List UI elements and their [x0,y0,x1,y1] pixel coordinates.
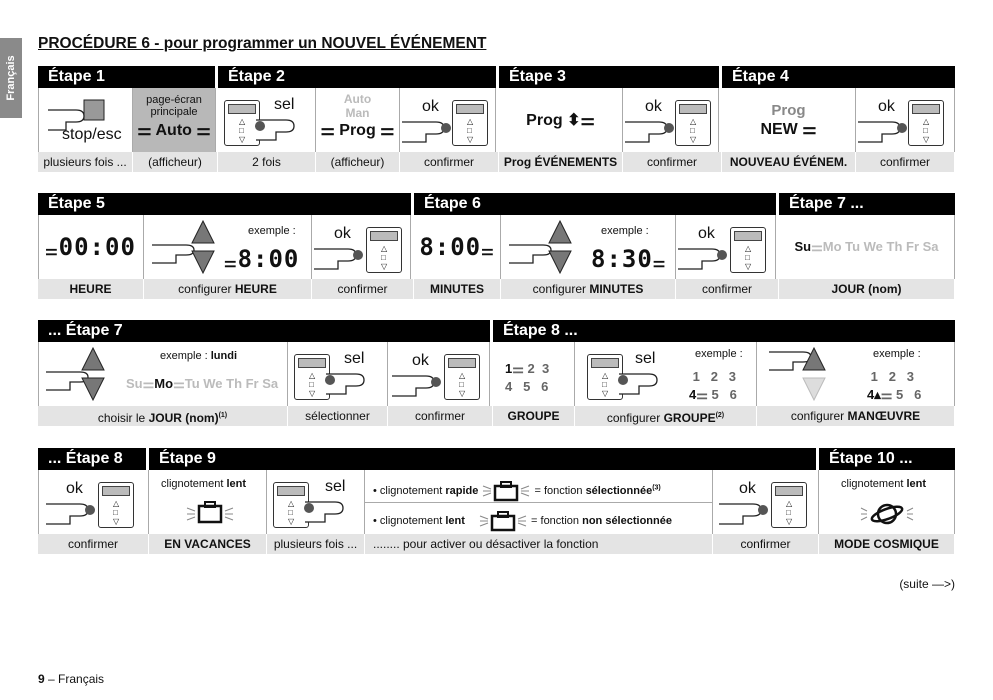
blink-icon: ⚌ [320,122,335,139]
remote-icon: △ □ ▽ [587,354,623,400]
group-2: 2 [888,369,896,384]
ok-cell-5 [676,215,776,279]
configurer-minutes-cell [501,215,676,279]
footer-configurer-minutes: configurer MINUTES [501,279,676,299]
up-down-arrow-icon: ⬍ [567,112,581,129]
blink-legend-cell: • clignotement rapide = fonction sélectionnée$^{(3)}$ • clignotement lent = fonction non sélectionnée [365,470,713,534]
groupe-display-cell [493,342,575,406]
group-5: 5 [896,387,904,402]
blink-icon: ⚌ [580,112,595,129]
principale-label: principale [150,106,198,118]
step-9-header: Étape 9 [149,448,816,470]
exemple-label: exemple : [695,348,743,360]
step-1-header: Étape 1 [38,66,215,88]
remote-icon: △ □ ▽ [224,100,260,146]
prog-label: Prog [526,112,563,129]
man-faded-label: Man [345,106,370,120]
prog-label: Prog [339,122,376,139]
group-5: 5 [711,387,719,402]
suitcase-icon [481,480,531,502]
row-3 [38,320,955,426]
footer-confirmer: confirmer [713,534,819,554]
exemple-label: exemple : [601,225,649,237]
blink-icon: ⚌ [380,122,395,139]
hand-press-icon [719,498,769,528]
group-3: 3 [541,361,550,376]
blink-icon: ⚌ [196,122,211,139]
footer-nouveau-evenem: NOUVEAU ÉVÉNEM. [722,152,856,172]
stop-esc-cell [38,88,133,152]
footer-activer: ........ pour activer ou désactiver la fonction [365,534,713,554]
blink-icon: ⚌ [652,255,667,271]
clignotement-label: clignotement [161,478,227,490]
footer-mode-cosmique: MODE COSMIQUE [819,534,955,554]
blink-icon: ⚌ [802,120,817,138]
ok-cell-2 [623,88,719,152]
selectionnee-label: sélectionnée [585,484,653,497]
footer-confirmer: confirmer [400,152,499,172]
prog-faded-label: Prog [771,101,806,119]
step-7-header: Étape 7 ... [779,193,955,215]
clignotement-label: clignotement [841,478,907,490]
footer-2-fois: 2 fois [218,152,316,172]
footer-configurer-groupe: configurer GROUPE$^{(2)}$ [575,406,757,426]
footer-confirmer: confirmer [38,534,149,554]
page-ecran-label: page-écran [146,94,202,106]
days-rest: Tu We Th Fr Sa [184,376,279,391]
footer-confirmer: confirmer [623,152,722,172]
hand-press-icon [402,116,452,146]
exemple-label: exemple : [248,225,296,237]
prog-screen-cell [316,88,400,152]
lent-label: lent [445,514,465,527]
ok-cell-7 [38,470,149,534]
sel-2x-cell [218,88,316,152]
footer-groupe: GROUPE [493,406,575,426]
vacances-cell [149,470,267,534]
suite-label: (suite —>) [899,577,955,591]
footer-heure: HEURE [38,279,144,299]
remote-icon: △ □ ▽ [730,227,766,273]
blink-icon: ⚌ [481,243,495,259]
ok-cell-6 [388,342,490,406]
prog-arrows-cell [499,88,623,152]
step-6-header: Étape 6 [414,193,776,215]
blink-icon: ⚌ [696,387,708,402]
hand-press-icon [46,498,96,528]
footer-confirmer: confirmer [312,279,414,299]
sel-cell-2 [288,342,388,406]
hand-press-icon [324,366,380,396]
choisir-jour-cell [38,342,288,406]
day-mo: Mo [154,376,174,391]
up-down-buttons-icon [190,219,216,275]
up-down-buttons-icon [547,219,573,275]
configurer-groupe-cell [575,342,757,406]
group-2: 2 [710,369,718,384]
hand-press-icon [392,370,442,400]
group-5: 5 [523,379,531,394]
footer-choisir-jour: choisir le JOUR (nom)$^{(1)}$ [38,406,288,426]
ok-label: ok [422,98,439,115]
suitcase-icon [478,510,528,532]
exemple-label: exemple : [160,350,211,362]
day-su-faded: Su [126,376,143,391]
footer-confirmer: confirmer [388,406,493,426]
hand-press-icon [678,243,728,273]
sel-label: sel [635,350,656,367]
stop-esc-label: stop/esc [62,126,122,143]
footer-prog-evenements: Prog ÉVÉNEMENTS [499,152,623,172]
group-6: 6 [541,379,549,394]
jour-display-cell [779,215,955,279]
new-screen-cell [722,88,856,152]
step-2-header: Étape 2 [218,66,496,88]
non-selectionnee-label: non sélectionnée [582,514,672,527]
hand-press-icon [314,243,364,273]
exemple-label: exemple : [873,348,921,360]
auto-faded-label: Auto [343,92,372,106]
sel-cell-3 [267,470,365,534]
days-rest: Mo Tu We Th Fr Sa [822,239,939,254]
ok-cell-3 [856,88,955,152]
group-6: 6 [729,387,737,402]
footer-selectionner: sélectionner [288,406,388,426]
remote-icon: △ □ ▽ [273,482,309,528]
minutes-display-cell [414,215,501,279]
remote-icon: △ □ ▽ [675,100,711,146]
language-tab [0,38,22,118]
group-1: 1 [870,369,878,384]
up-down-buttons-icon [80,346,106,402]
ok-cell-1 [400,88,496,152]
footer-confirmer: confirmer [676,279,779,299]
sel-label: sel [325,478,346,495]
planet-icon [859,498,915,530]
up-down-buttons-icon [801,346,827,402]
footer-configurer-manoeuvre: configurer MANŒUVRE [757,406,955,426]
day-su: Su [794,239,812,254]
blink-icon: ⚌ [224,255,238,271]
lent-label: lent [226,478,246,490]
step-4-header: Étape 4 [722,66,955,88]
sel-label: sel [274,96,295,113]
footer-afficheur: (afficheur) [133,152,218,172]
hand-press-icon [303,494,359,524]
group-4: 4 [867,387,875,402]
hour-example-display: 8:00 [237,245,300,273]
ok-cell-4 [312,215,411,279]
language-label: Français [5,55,17,101]
lundi-label: lundi [210,350,238,362]
hour-display: 00:00 [58,233,136,261]
footer-en-vacances: EN VACANCES [149,534,267,554]
ok-label: ok [878,98,895,115]
sel-label: sel [344,350,365,367]
group-1: 1 [505,361,513,376]
remote-icon: △ □ ▽ [366,227,402,273]
remote-icon: △ □ ▽ [452,100,488,146]
configurer-manoeuvre-cell [757,342,955,406]
step-8-cont-header: ... Étape 8 [38,448,146,470]
suitcase-icon [185,498,235,528]
step-10-header: Étape 10 ... [819,448,955,470]
page-title: PROCÉDURE 6 - pour programmer un NOUVEL ÉVÉNEMENT [38,35,487,52]
footer-minutes: MINUTES [414,279,501,299]
hand-press-icon [617,366,673,396]
footer-plusieurs: plusieurs fois ... [267,534,365,554]
ok-label: ok [698,225,715,242]
remote-icon: △ □ ▽ [908,100,944,146]
hand-press-icon [254,112,310,142]
footer-jour-nom: JOUR (nom) [779,279,955,299]
lent-label: lent [906,478,926,490]
ok-label: ok [412,352,429,369]
blink-icon: ⚌ [512,361,524,376]
remote-icon: △ □ ▽ [444,354,480,400]
group-2: 2 [527,361,535,376]
group-6: 6 [914,387,922,402]
footer-afficheur: (afficheur) [316,152,400,172]
row-4 [38,448,955,554]
ok-label: ok [66,480,83,497]
blink-icon: ⚌ [137,122,152,139]
group-3: 3 [906,369,915,384]
hand-press-icon [625,116,675,146]
row-2 [38,193,955,299]
blink-icon: ⚌ [45,243,59,259]
row-1 [38,66,955,172]
group-4: 4 [689,387,697,402]
group-4: 4 [505,379,513,394]
remote-icon: △ □ ▽ [771,482,807,528]
footer-configurer-heure: configurer HEURE [144,279,312,299]
blink-icon: ⚌ [880,387,893,402]
step-3-header: Étape 3 [499,66,719,88]
minutes-display: 8:00 [419,233,482,261]
step-7-cont-header: ... Étape 7 [38,320,490,342]
remote-icon: △ □ ▽ [294,354,330,400]
arrow-up-icon: ▴ [874,387,881,402]
heure-display-cell [38,215,144,279]
ok-label: ok [645,98,662,115]
cosmique-cell [819,470,955,534]
footer-confirmer: confirmer [856,152,955,172]
ok-label: ok [739,480,756,497]
blink-icon: ⚌ [173,376,185,391]
auto-screen-cell [133,88,216,152]
step-5-header: Étape 5 [38,193,411,215]
hand-press-icon [858,116,908,146]
ok-label: ok [334,225,351,242]
group-1: 1 [692,369,700,384]
step-8-header: Étape 8 ... [493,320,955,342]
footer-plusieurs: plusieurs fois ... [38,152,133,172]
remote-icon: △ □ ▽ [98,482,134,528]
ok-cell-8 [713,470,819,534]
page-number: 9 – Français [38,672,105,686]
rapide-label: rapide [445,484,479,497]
minutes-example-display: 8:30 [591,245,653,273]
blink-icon: ⚌ [811,239,823,254]
new-label: NEW [760,120,798,138]
group-3: 3 [728,369,737,384]
blink-icon: ⚌ [142,376,155,391]
configurer-heure-cell [144,215,312,279]
auto-label: Auto [155,122,192,139]
